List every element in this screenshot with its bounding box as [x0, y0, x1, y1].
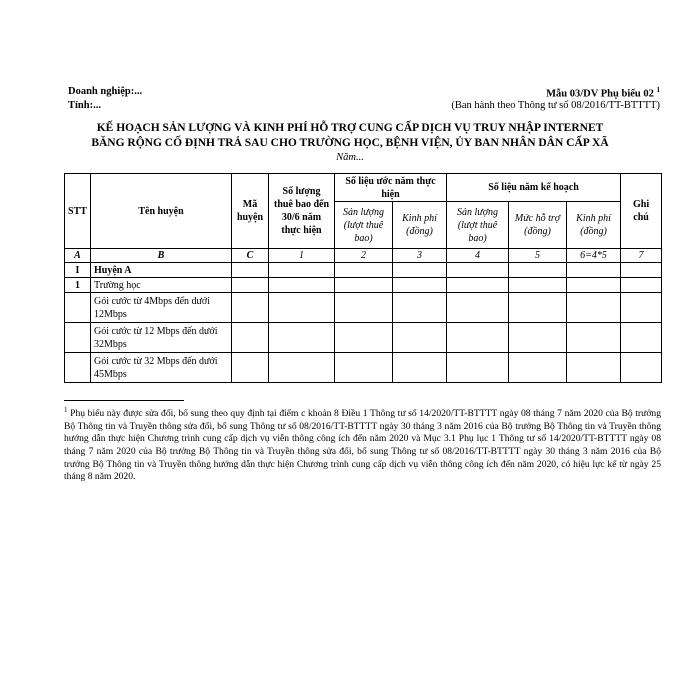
index-cell: 4: [447, 249, 509, 263]
table-row: [65, 263, 662, 278]
title-line-2: BĂNG RỘNG CỐ ĐỊNH TRẢ SAU CHO TRƯỜNG HỌC, BỆNH VIỆN, ỦY BAN NHÂN DÂN CẤP XÃ: [91, 137, 609, 149]
index-cell: B: [91, 249, 232, 263]
index-cell: 6=4*5: [567, 249, 621, 263]
row-name: Gói cước từ 32 Mbps đến dưới 45Mbps: [91, 353, 232, 383]
col-estimate-group: Số liệu ước năm thực hiện: [335, 174, 447, 202]
col-district-code: Mã huyện: [232, 174, 269, 249]
issued-by: (Ban hành theo Thông tư số 08/2016/TT-BTTTT): [451, 100, 660, 111]
table-row: [65, 278, 662, 293]
plan-table: [64, 173, 662, 383]
index-cell: 3: [393, 249, 447, 263]
table-row: [65, 353, 662, 383]
index-row: [65, 249, 662, 263]
row-name: Trường học: [91, 278, 232, 293]
row-stt: [65, 323, 91, 353]
province-label: Tỉnh:...: [68, 100, 101, 111]
row-stt: I: [65, 263, 91, 278]
index-cell: 7: [621, 249, 662, 263]
form-code: [546, 86, 660, 100]
col-plan-group: Số liệu năm kế hoạch: [447, 174, 621, 202]
footnote-number: 1: [64, 406, 68, 414]
col-subscribers: Số lượng thuê bao đến 30/6 năm thực hiện: [269, 174, 335, 249]
index-cell: 2: [335, 249, 393, 263]
col-est-volume: Sản lượng (lượt thuê bao): [335, 202, 393, 249]
col-notes: Ghi chú: [621, 174, 662, 249]
row-stt: [65, 293, 91, 323]
form-code-text: Mẫu 03/DV Phụ biểu 02: [546, 88, 654, 100]
title-line-1: KẾ HOẠCH SẢN LƯỢNG VÀ KINH PHÍ HỖ TRỢ CUNG CẤP DỊCH VỤ TRUY NHẬP INTERNET: [96, 122, 604, 134]
company-label: Doanh nghiệp:...: [68, 86, 143, 97]
row-name: Gói cước từ 12 Mbps đến dưới 32Mbps: [91, 323, 232, 353]
row-stt: 1: [65, 278, 91, 293]
index-cell: 5: [509, 249, 567, 263]
index-cell: C: [232, 249, 269, 263]
index-cell: 1: [269, 249, 335, 263]
footnote-text: Phụ biểu này được sửa đổi, bổ sung theo quy định tại điểm c khoản 8 Điều 1 Thông tư số 14/2020/TT-BTTTT ngày 08 tháng 7 năm 2020 của Bộ trưởng Bộ Thông tin và Truyền thông sửa đổi, bổ sung Thông tư số 08/2016/TT-BTTTT ngày 30 tháng 3 năm 2016 của Bộ trưởng Bộ Thông tin và Truyền thông hướng dẫn thực hiện Chương trình cung cấp dịch vụ viễn thông công ích đến năm 2020 và Mục 3.1 Phụ lục 1 Thông tư số 14/2020/TT-BTTTT ngày 08 tháng 7 năm 2020 của Bộ trưởng Bộ Thông tin và Truyền thông sửa đổi, bổ sung Thông tư số 08/2016/TT-BTTTT ngày 30 tháng 3 năm 2016 của Bộ trưởng Bộ Thông tin và Truyền thông hướng dẫn thực hiện Chương trình cung cấp dịch vụ viễn thông công ích đến năm 2020, có hiệu lực kể từ ngày 25 tháng 8 năm 2020.: [64, 408, 661, 483]
index-cell: A: [65, 249, 91, 263]
row-name: Huyện A: [91, 263, 232, 278]
col-plan-volume: Sản lượng (lượt thuê bao): [447, 202, 509, 249]
year-label: Năm...: [336, 152, 364, 163]
row-name: Gói cước từ 4Mbps đến dưới 12Mbps: [91, 293, 232, 323]
table-row: [65, 323, 662, 353]
table-row: [65, 293, 662, 323]
col-district-name: Tên huyện: [91, 174, 232, 249]
col-plan-cost: Kinh phí (đồng): [567, 202, 621, 249]
footnote-separator: [64, 400, 184, 401]
row-stt: [65, 353, 91, 383]
col-plan-rate: Mức hỗ trợ (đồng): [509, 202, 567, 249]
col-est-cost: Kinh phí (đồng): [393, 202, 447, 249]
footnote: [64, 404, 661, 484]
footnote-ref[interactable]: 1: [656, 86, 660, 94]
col-stt: STT: [65, 174, 91, 249]
